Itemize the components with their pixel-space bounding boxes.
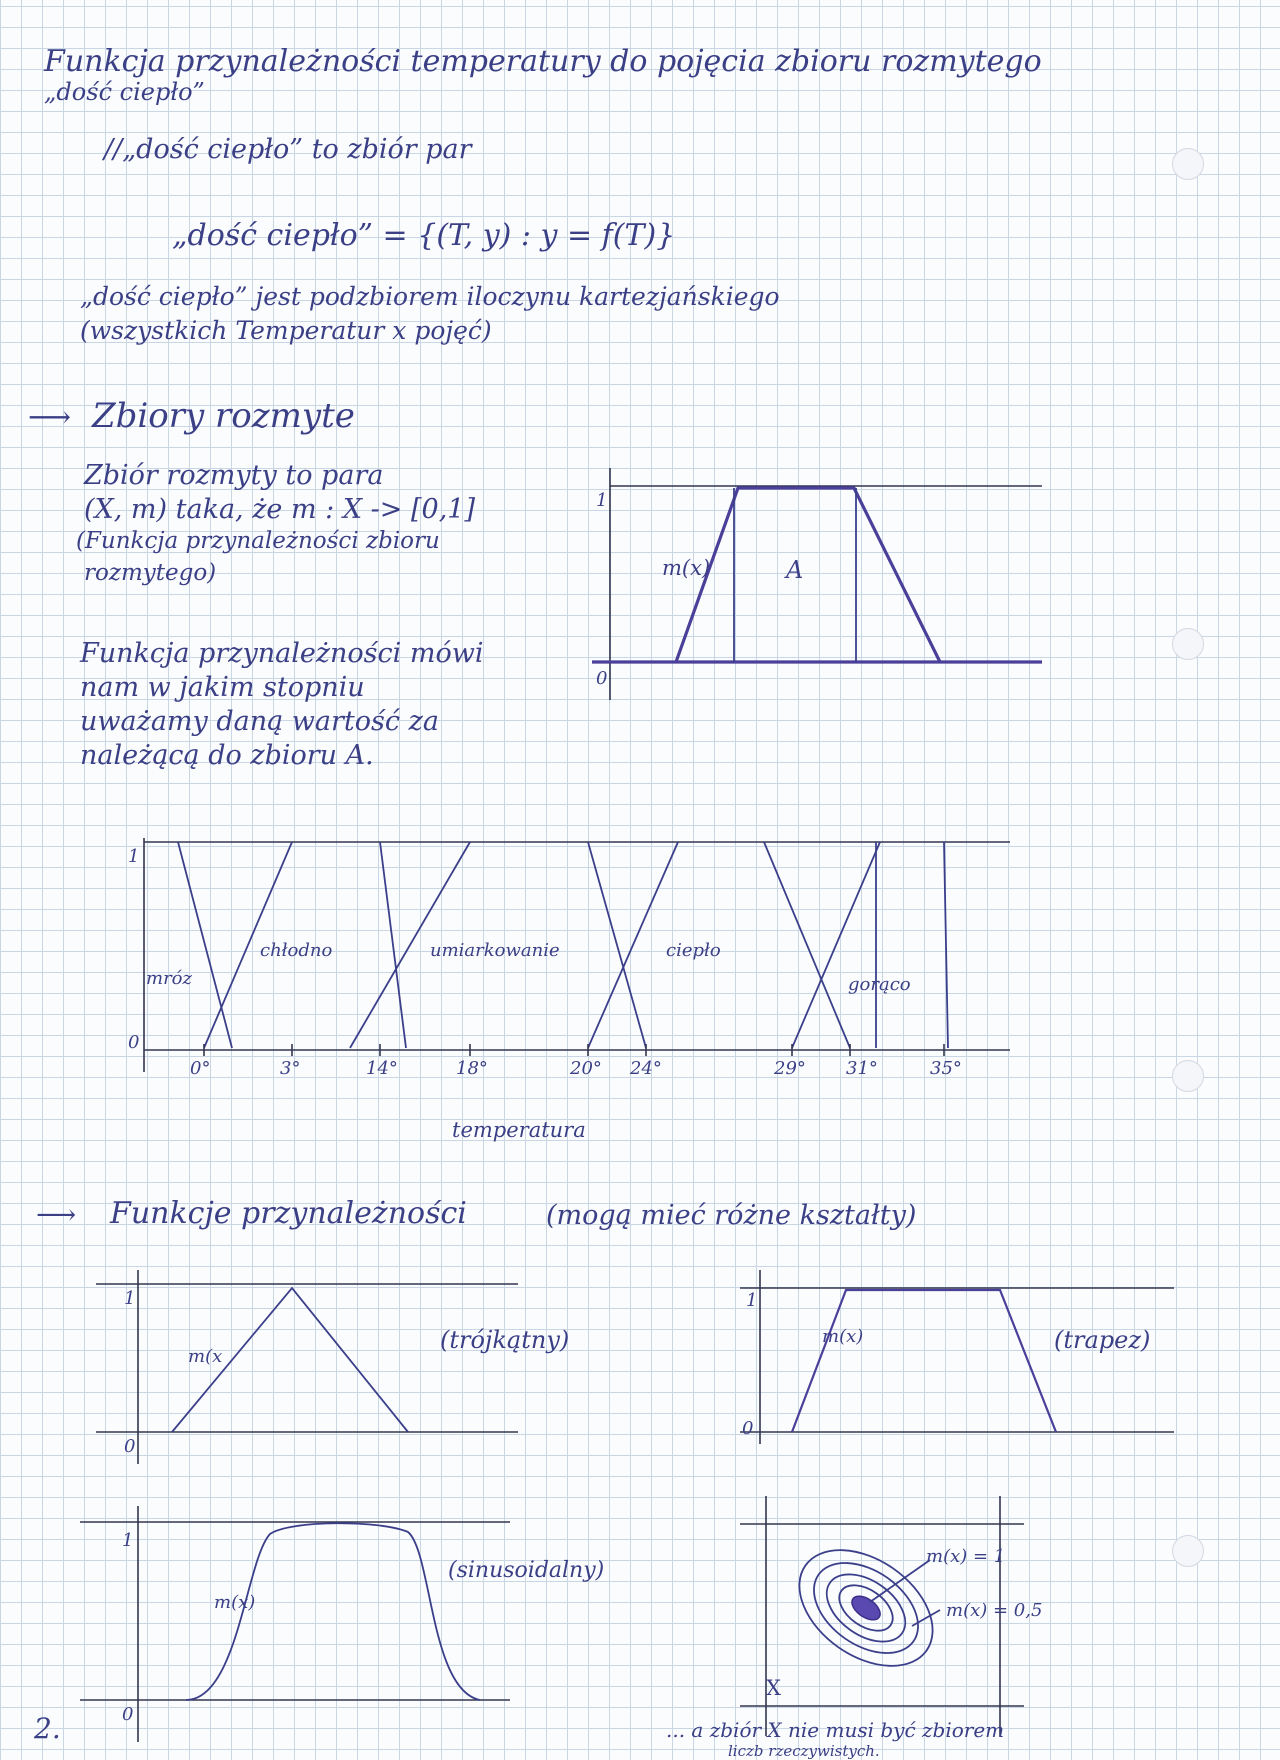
curve-label: m(x xyxy=(188,1346,223,1367)
tick-label: 14° xyxy=(366,1058,398,1079)
heading-arrow-icon: ⟶ xyxy=(36,1198,77,1231)
curve-label: m(x) xyxy=(214,1592,256,1613)
section-heading-membership-functions: Funkcje przynależności xyxy=(110,1196,467,1231)
curve-label: m(x) xyxy=(822,1326,864,1347)
description-line: należącą do zbioru A. xyxy=(80,740,374,771)
intro-formula: „dość ciepło” = {(T, y) : y = f(T)} xyxy=(172,218,676,253)
function-name-trapezoid: (trapez) xyxy=(1054,1326,1151,1354)
graph-y-bottom-label: 0 xyxy=(596,668,608,689)
tick-label: 29° xyxy=(774,1058,806,1079)
contour-axis-label: X xyxy=(766,1676,781,1700)
set-label-chlodno: chłodno xyxy=(260,940,333,961)
intro-comment: //„dość ciepło” to zbiór par xyxy=(104,134,472,165)
intro-subset-line: „dość ciepło” jest podzbiorem iloczynu kartezjańskiego xyxy=(80,282,780,311)
set-label-a: A xyxy=(786,556,804,584)
set-label-mroz: mróz xyxy=(146,968,192,989)
section-note: (mogą mieć różne kształty) xyxy=(546,1200,917,1231)
tick-label: 20° xyxy=(570,1058,602,1079)
tick-label: 18° xyxy=(456,1058,488,1079)
footer-note: ... a zbiór X nie musi być zbiorem xyxy=(666,1718,1005,1742)
definition-line: (Funkcja przynależności zbioru xyxy=(76,528,440,554)
graph-y-top-label: 1 xyxy=(122,1530,134,1551)
graph-y-bottom-label: 0 xyxy=(742,1418,754,1439)
graph-y-top-label: 1 xyxy=(596,490,608,511)
chart-x-label: temperatura xyxy=(452,1118,586,1142)
page-title: Funkcja przynależności temperatury do pojęcia zbioru rozmytego xyxy=(44,44,1042,79)
contour-label-1: m(x) = 1 xyxy=(926,1546,1006,1567)
definition-line: rozmytego) xyxy=(84,560,217,586)
description-line: uważamy daną wartość za xyxy=(80,706,439,737)
definition-line: (X, m) taka, że m : X -> [0,1] xyxy=(84,494,475,525)
tick-label: 31° xyxy=(846,1058,878,1079)
chart-y-bottom-label: 0 xyxy=(128,1032,140,1053)
tick-label: 3° xyxy=(280,1058,301,1079)
intro-subset-line-2: (wszystkich Temperatur x pojęć) xyxy=(80,316,492,345)
function-name-sinusoidal: (sinusoidalny) xyxy=(448,1558,605,1583)
set-label-goraco: gorąco xyxy=(848,974,911,995)
heading-arrow-icon: ⟶ xyxy=(28,400,72,435)
definition-line: Zbiór rozmyty to para xyxy=(84,460,384,491)
graph-y-bottom-label: 0 xyxy=(124,1436,136,1457)
curve-label: m(x) xyxy=(662,556,711,580)
tick-label: 0° xyxy=(190,1058,211,1079)
tick-label: 24° xyxy=(630,1058,662,1079)
description-line: nam w jakim stopniu xyxy=(80,672,365,703)
page-title-subject: „dość ciepło” xyxy=(44,78,205,106)
set-label-umiarkowanie: umiarkowanie xyxy=(430,940,560,961)
graph-y-bottom-label: 0 xyxy=(122,1704,134,1725)
set-label-cieplo: ciepło xyxy=(666,940,721,961)
page-number: 2. xyxy=(34,1712,61,1745)
footer-note: liczb rzeczywistych. xyxy=(728,1742,880,1760)
function-name-triangle: (trójkątny) xyxy=(440,1326,570,1354)
tick-label: 35° xyxy=(930,1058,962,1079)
description-line: Funkcja przynależności mówi xyxy=(80,638,484,669)
contour-label-05: m(x) = 0,5 xyxy=(946,1600,1043,1621)
graph-y-top-label: 1 xyxy=(124,1288,136,1309)
chart-y-top-label: 1 xyxy=(128,846,140,867)
section-heading-fuzzy-sets: Zbiory rozmyte xyxy=(92,396,355,436)
graph-y-top-label: 1 xyxy=(746,1290,758,1311)
